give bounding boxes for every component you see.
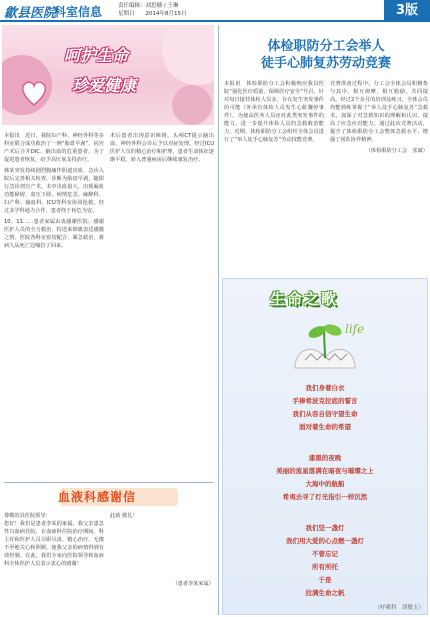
poem-line: 漆黑的夜晚 [308, 454, 342, 462]
left-article-body3: 10、11……患者家属由衷感谢医院、感谢医护人员的全力救治，特送来锦旗表达感激之情。医院各科室密切配合、紧急救治，将病人从死亡边缘拉了回来。 [4, 219, 104, 249]
masthead: 歙县医院 [4, 6, 57, 21]
letter-closing: 此致 敬礼！ [110, 513, 138, 519]
headline-line2: 徒手心肺复苏劳动竞赛 [260, 56, 391, 71]
page-header [0, 0, 430, 22]
right-article-intro: 本报讯 体检职防分工会积极响应我县医院“强化医疗质量、保障医疗安全”号召，针对每日接待体检人员多，存在发生突发事件的可能（外单位体检人员发生心脏骤停事件），为使高医务人员应对此类突发事件的能力，进一步提升体检人员的急救救治能力，近期，体检职防分工会组织全体会员进行了“举人徒手心肺复苏”劳动技能竞赛。 [224, 81, 324, 143]
column-divider [218, 25, 219, 615]
poem-line: 于是 [318, 576, 332, 584]
page-number-badge: 3版 [384, 0, 430, 22]
right-article-credit: （体检职防分工会 张斌） [365, 148, 428, 154]
editor-line: 责任编辑：刘思穗 / 王琳 [118, 3, 179, 9]
poem-credit: （呼吸科 胡敏玉） [374, 605, 424, 611]
poem-line: 我们坚一盏灯 [305, 524, 345, 532]
right-article-col2 [330, 80, 428, 270]
hero-title-line2: 珍爱健康 [72, 76, 137, 95]
letter-body: 您好！我们是患者李某的家属。我父亲患急性白血病住院，在血液科住院治疗期间，科主任和医护人员尽职尽责、精心治疗，无微不至地关心和照顾，使我父亲的病情得到有效控制。在此，我们全家向医院领导和血液科全体医护人员表示衷心的感谢！ [4, 521, 104, 567]
left-article-col1 [4, 132, 104, 477]
issue-meta [118, 2, 187, 18]
right-article-body: 竞赛准备过程中，分工会全体会员积极参与其中，相互观摩、相互勉励，共同提高。经过2个多月的培训及练习，全体会员均能熟练掌握了“举人徒手心肺复苏”急救术，加深了对急救知识的理解和认识，提高了应急应对能力。通过此次竞赛活动，提升了体检职防分工会整体急救水平，增强了团队协作精神。 [330, 81, 428, 143]
poem-line: 我们从容自信守望生命 [292, 410, 358, 418]
poem-line: 面对着生命的希望 [299, 423, 351, 431]
poem-stanza-2 [222, 452, 428, 504]
date-line: 星期日 2014年8月15日 [118, 11, 187, 17]
poem-stanza-3 [222, 522, 428, 600]
poem-line: 大海中的航船 [305, 480, 345, 488]
section-name: 科室信息 [54, 5, 103, 19]
poem-line: 手捧希波克拉底的誓言 [292, 397, 358, 405]
left-article-intro: 本报讯 近日，我院妇产科、神经外科等多科室联合成功救治了一例“胎盘早剥”，因宫产术后合并DIC、脑出血的危重患者，为了促进患者恢复，给予高压氧支持治疗。 [4, 133, 104, 163]
letter-divider [4, 482, 214, 483]
poem-line: 美丽的流星落满在暗夜与璀璨之上 [276, 467, 374, 475]
poem-line: 所有所托 [312, 563, 338, 571]
hand-heart-icon [14, 71, 54, 111]
hero-title-line1: 呵护生命 [64, 46, 129, 65]
life-label: life [345, 322, 365, 336]
letter-title: 血液科感谢信 [58, 490, 137, 504]
letter-col1 [4, 512, 104, 615]
headline-line1: 体检职防分工会举人 [267, 39, 385, 54]
letter-col2 [110, 512, 214, 615]
left-article-body2: 术后患者出现意识障碍，头颅CT提示脑出血，神经外科会诊后予以对症处理。经过ICU医护人员的精心治疗和护理，患者生命体征逐渐平稳，转入普通病房后继续康复治疗。 [110, 133, 214, 163]
right-article-headline [222, 38, 430, 72]
poem-line: 我们用大爱的心点燃一盏灯 [286, 537, 364, 545]
poem-line: 拉满生命之帆 [305, 589, 345, 597]
left-article-col2 [110, 132, 214, 477]
right-article-col1 [224, 80, 324, 270]
hero-image [2, 25, 214, 125]
poem-stanza-1 [222, 382, 428, 434]
poem-line: 不曾忘记 [312, 550, 338, 558]
poem-line: 我们身着白衣 [305, 384, 345, 392]
poem-line: 希夷去寻了灯光指引一样沉然 [282, 493, 368, 501]
letter-sign: （患者李某家属） [172, 581, 214, 587]
left-article-body1: 韩某突发持续剧烈腹痛伴阴道出血，急诊入院后完善相关检查，诊断为胎盘早剥，随即行急诊剖宫产术。术中出血量大，出现凝血功能障碍，血压下降，病情危急。麻醉科、妇产科、输血科、ICU等科室协同抢救，经过多学科通力合作，患者终于转危为安。 [4, 168, 104, 214]
letter-salutation: 尊敬的县医院领导： [4, 513, 51, 519]
poem-title: 生命之歌 [270, 290, 339, 308]
